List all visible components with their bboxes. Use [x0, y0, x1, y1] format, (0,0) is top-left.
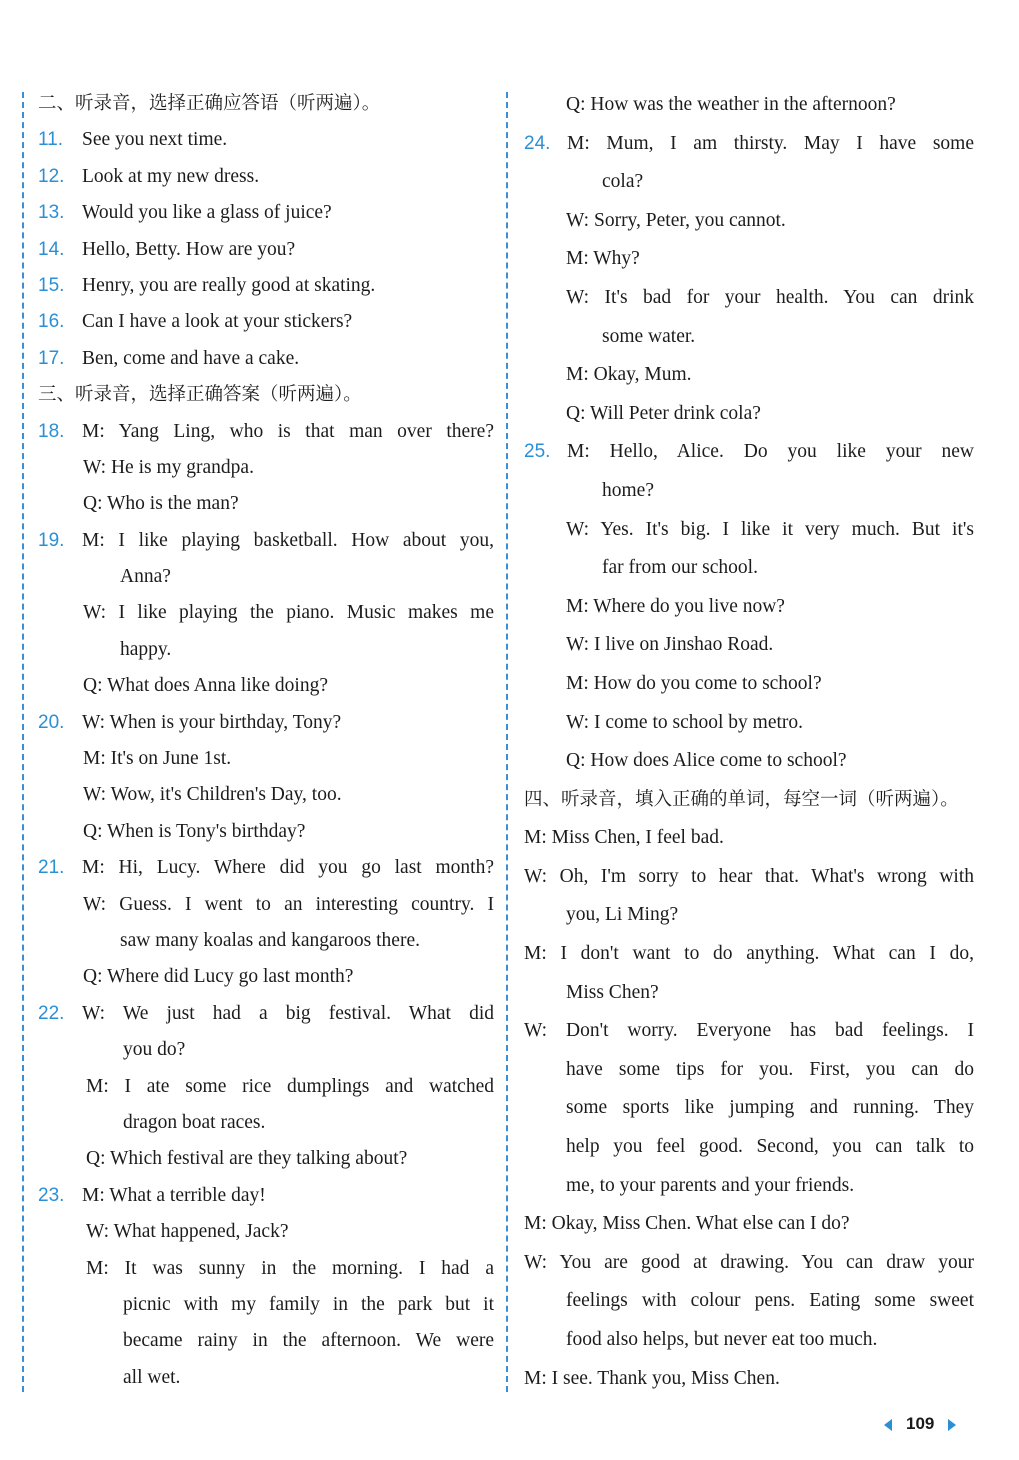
dialogue-line	[522, 318, 974, 357]
dialogue-line	[36, 632, 494, 668]
dialogue-line	[36, 959, 494, 995]
question-number: 12.	[38, 165, 65, 187]
question-number: 24.	[524, 132, 551, 154]
right-column	[522, 86, 974, 1398]
question-number: 23.	[38, 1184, 65, 1206]
line-text: Q: What does Anna like doing?	[83, 675, 328, 697]
dialogue-line	[36, 1141, 494, 1177]
line-text: M: I don't want to do anything. What can I do,	[524, 943, 974, 965]
line-text: Hello, Betty. How are you?	[82, 238, 296, 260]
line-text: Q: How does Alice come to school?	[566, 750, 847, 772]
section-title: 二、听录音，选择正确应答语（听两遍）。	[38, 93, 381, 114]
line-text: M: What a terrible day!	[82, 1184, 266, 1206]
dialogue-line	[522, 356, 974, 395]
line-text: M: Mum, I am thirsty. May I have some	[567, 132, 974, 154]
dialogue-line	[522, 974, 974, 1013]
dialogue-line	[36, 887, 494, 923]
question-number: 25.	[524, 441, 551, 463]
question-number: 15.	[38, 274, 65, 296]
section-heading	[36, 86, 494, 122]
line-text: Q: How was the weather in the afternoon?	[566, 94, 896, 115]
line-text: you do?	[123, 1039, 186, 1061]
line-text: W: Wow, it's Children's Day, too.	[83, 784, 342, 806]
line-text: M: How do you come to school?	[566, 672, 822, 694]
line-text: M: Why?	[566, 248, 640, 270]
question-item	[36, 523, 494, 559]
dialogue-line	[522, 279, 974, 318]
question-item	[36, 414, 494, 450]
line-text: have some tips for you. First, you can do	[566, 1058, 974, 1080]
dialogue-line	[36, 1069, 494, 1105]
dialogue-line	[522, 1051, 974, 1090]
dialogue-line	[522, 1205, 974, 1244]
dialogue-line	[522, 202, 974, 241]
dialogue-line	[36, 1032, 494, 1068]
dialogue-line	[36, 741, 494, 777]
line-text: Henry, you are really good at skating.	[82, 274, 376, 296]
section-heading	[36, 377, 494, 413]
dialogue-line	[522, 395, 974, 434]
dialogue-line	[36, 595, 494, 631]
line-text: home?	[602, 479, 654, 501]
line-text: help you feel good. Second, you can talk to	[566, 1136, 974, 1158]
line-text: Look at my new dress.	[82, 165, 260, 187]
question-item	[522, 433, 974, 472]
line-text: W: Yes. It's big. I like it very much. But it's	[566, 518, 974, 540]
question-number: 13.	[38, 202, 65, 224]
question-number: 19.	[38, 529, 65, 551]
line-text: became rainy in the afternoon. We were	[123, 1330, 494, 1352]
left-column	[36, 86, 494, 1396]
dialogue-line	[522, 1244, 974, 1283]
dialogue-line	[522, 86, 974, 125]
page-number: 109	[906, 1414, 935, 1433]
section-heading	[522, 781, 974, 820]
dialogue-line	[522, 935, 974, 974]
line-text: W: He is my grandpa.	[83, 456, 254, 478]
line-text: picnic with my family in the park but it	[123, 1293, 494, 1315]
line-text: W: I live on Jinshao Road.	[566, 634, 774, 656]
dialogue-line	[36, 923, 494, 959]
question-item	[36, 705, 494, 741]
dialogue-line	[522, 588, 974, 627]
question-item	[36, 1178, 494, 1214]
line-text: happy.	[120, 638, 172, 660]
line-text: food also helps, but never eat too much.	[566, 1329, 878, 1350]
line-text: Miss Chen?	[566, 981, 659, 1003]
dialogue-line	[522, 819, 974, 858]
dialogue-line	[36, 559, 494, 595]
line-text: Q: Which festival are they talking about?	[86, 1148, 408, 1170]
dialogue-line	[36, 1214, 494, 1250]
line-text: M: I see. Thank you, Miss Chen.	[524, 1367, 780, 1389]
question-number: 11.	[38, 129, 64, 151]
question-number: 22.	[38, 1002, 65, 1024]
line-text: M: Yang Ling, who is that man over there?	[82, 420, 494, 442]
question-item	[36, 159, 494, 195]
line-text: M: I ate some rice dumplings and watched	[86, 1075, 494, 1097]
dialogue-line	[522, 240, 974, 279]
line-text: Can I have a look at your stickers?	[82, 311, 353, 333]
line-text: Ben, come and have a cake.	[82, 347, 300, 369]
dialogue-line	[522, 704, 974, 743]
dialogue-line	[522, 1321, 974, 1360]
question-item	[36, 304, 494, 340]
dialogue-line	[36, 1287, 494, 1323]
question-item	[36, 996, 494, 1032]
line-text: M: Hello, Alice. Do you like your new	[567, 441, 974, 463]
line-text: W: When is your birthday, Tony?	[82, 711, 342, 733]
page-footer	[884, 1410, 956, 1438]
dialogue-line	[36, 814, 494, 850]
dialogue-line	[522, 1167, 974, 1206]
line-text: W: We just had a big festival. What did	[82, 1002, 494, 1024]
dialogue-line	[522, 1282, 974, 1321]
dialogue-line	[522, 163, 974, 202]
question-number: 20.	[38, 711, 65, 733]
section-title: 四、听录音，填入正确的单词，每空一词（听两遍）。	[524, 788, 959, 810]
line-text: Q: Where did Lucy go last month?	[83, 966, 354, 988]
dialogue-line	[522, 742, 974, 781]
line-text: M: Miss Chen, I feel bad.	[524, 827, 724, 849]
dialogue-line	[36, 777, 494, 813]
question-item	[36, 268, 494, 304]
line-text: far from our school.	[602, 557, 758, 579]
section-title: 三、听录音，选择正确答案（听两遍）。	[38, 384, 362, 406]
dialogue-line	[522, 626, 974, 665]
question-item	[36, 341, 494, 377]
dialogue-line	[522, 511, 974, 550]
line-text: W: You are good at drawing. You can draw your	[524, 1251, 974, 1273]
line-text: W: Guess. I went to an interesting country. I	[83, 893, 494, 915]
line-text: M: It was sunny in the morning. I had a	[86, 1257, 494, 1279]
dialogue-line	[522, 549, 974, 588]
line-text: See you next time.	[82, 129, 228, 151]
line-text: some water.	[602, 325, 696, 347]
line-text: W: What happened, Jack?	[86, 1221, 289, 1243]
question-number: 16.	[38, 311, 65, 333]
dialogue-line	[522, 896, 974, 935]
question-number: 18.	[38, 420, 65, 442]
question-item	[36, 232, 494, 268]
dialogue-line	[522, 858, 974, 897]
line-text: Would you like a glass of juice?	[82, 202, 332, 224]
line-text: cola?	[602, 171, 644, 193]
dialogue-line	[36, 1360, 494, 1396]
line-text: Q: Will Peter drink cola?	[566, 402, 761, 424]
dialogue-line	[36, 668, 494, 704]
question-item	[36, 195, 494, 231]
line-text: W: Sorry, Peter, you cannot.	[566, 209, 786, 231]
line-text: Anna?	[120, 566, 171, 588]
dialogue-line	[36, 1105, 494, 1141]
line-text: saw many koalas and kangaroos there.	[120, 929, 420, 951]
line-text: W: Oh, I'm sorry to hear that. What's wrong with	[524, 865, 974, 887]
line-text: M: Okay, Mum.	[566, 364, 692, 386]
line-text: Q: Who is the man?	[83, 493, 239, 515]
line-text: feelings with colour pens. Eating some sweet	[566, 1290, 974, 1312]
dialogue-line	[36, 486, 494, 522]
question-item	[36, 850, 494, 886]
dialogue-line	[36, 1251, 494, 1287]
question-number: 17.	[38, 347, 65, 369]
dialogue-line	[522, 665, 974, 704]
prev-page-arrow-icon[interactable]	[884, 1419, 892, 1431]
question-item	[522, 125, 974, 164]
center-dashed-column-divider	[506, 92, 508, 1392]
line-text: W: I come to school by metro.	[566, 711, 804, 733]
line-text: me, to your parents and your friends.	[566, 1174, 855, 1196]
dialogue-line	[36, 450, 494, 486]
dialogue-line	[36, 1323, 494, 1359]
dialogue-line	[522, 472, 974, 511]
line-text: all wet.	[123, 1366, 181, 1388]
line-text: some sports like jumping and running. They	[566, 1097, 974, 1119]
line-text: W: It's bad for your health. You can drink	[566, 286, 974, 308]
line-text: W: Don't worry. Everyone has bad feelings. I	[524, 1020, 974, 1042]
line-text: M: Where do you live now?	[566, 595, 785, 617]
line-text: M: I like playing basketball. How about you,	[82, 529, 494, 551]
line-text: Q: When is Tony's birthday?	[83, 820, 306, 842]
line-text: M: Hi, Lucy. Where did you go last month?	[82, 857, 494, 879]
dialogue-line	[522, 1360, 974, 1399]
line-text: dragon boat races.	[123, 1111, 266, 1133]
line-text: M: Okay, Miss Chen. What else can I do?	[524, 1213, 850, 1235]
next-page-arrow-icon[interactable]	[948, 1419, 956, 1431]
line-text: M: It's on June 1st.	[83, 748, 232, 770]
question-number: 14.	[38, 238, 65, 260]
dialogue-line	[522, 1089, 974, 1128]
question-number: 21.	[38, 857, 65, 879]
dialogue-line	[522, 1012, 974, 1051]
line-text: W: I like playing the piano. Music makes me	[83, 602, 494, 624]
dialogue-line	[522, 1128, 974, 1167]
question-item	[36, 122, 494, 158]
left-dashed-margin-line	[22, 92, 24, 1392]
line-text: you, Li Ming?	[566, 904, 679, 926]
